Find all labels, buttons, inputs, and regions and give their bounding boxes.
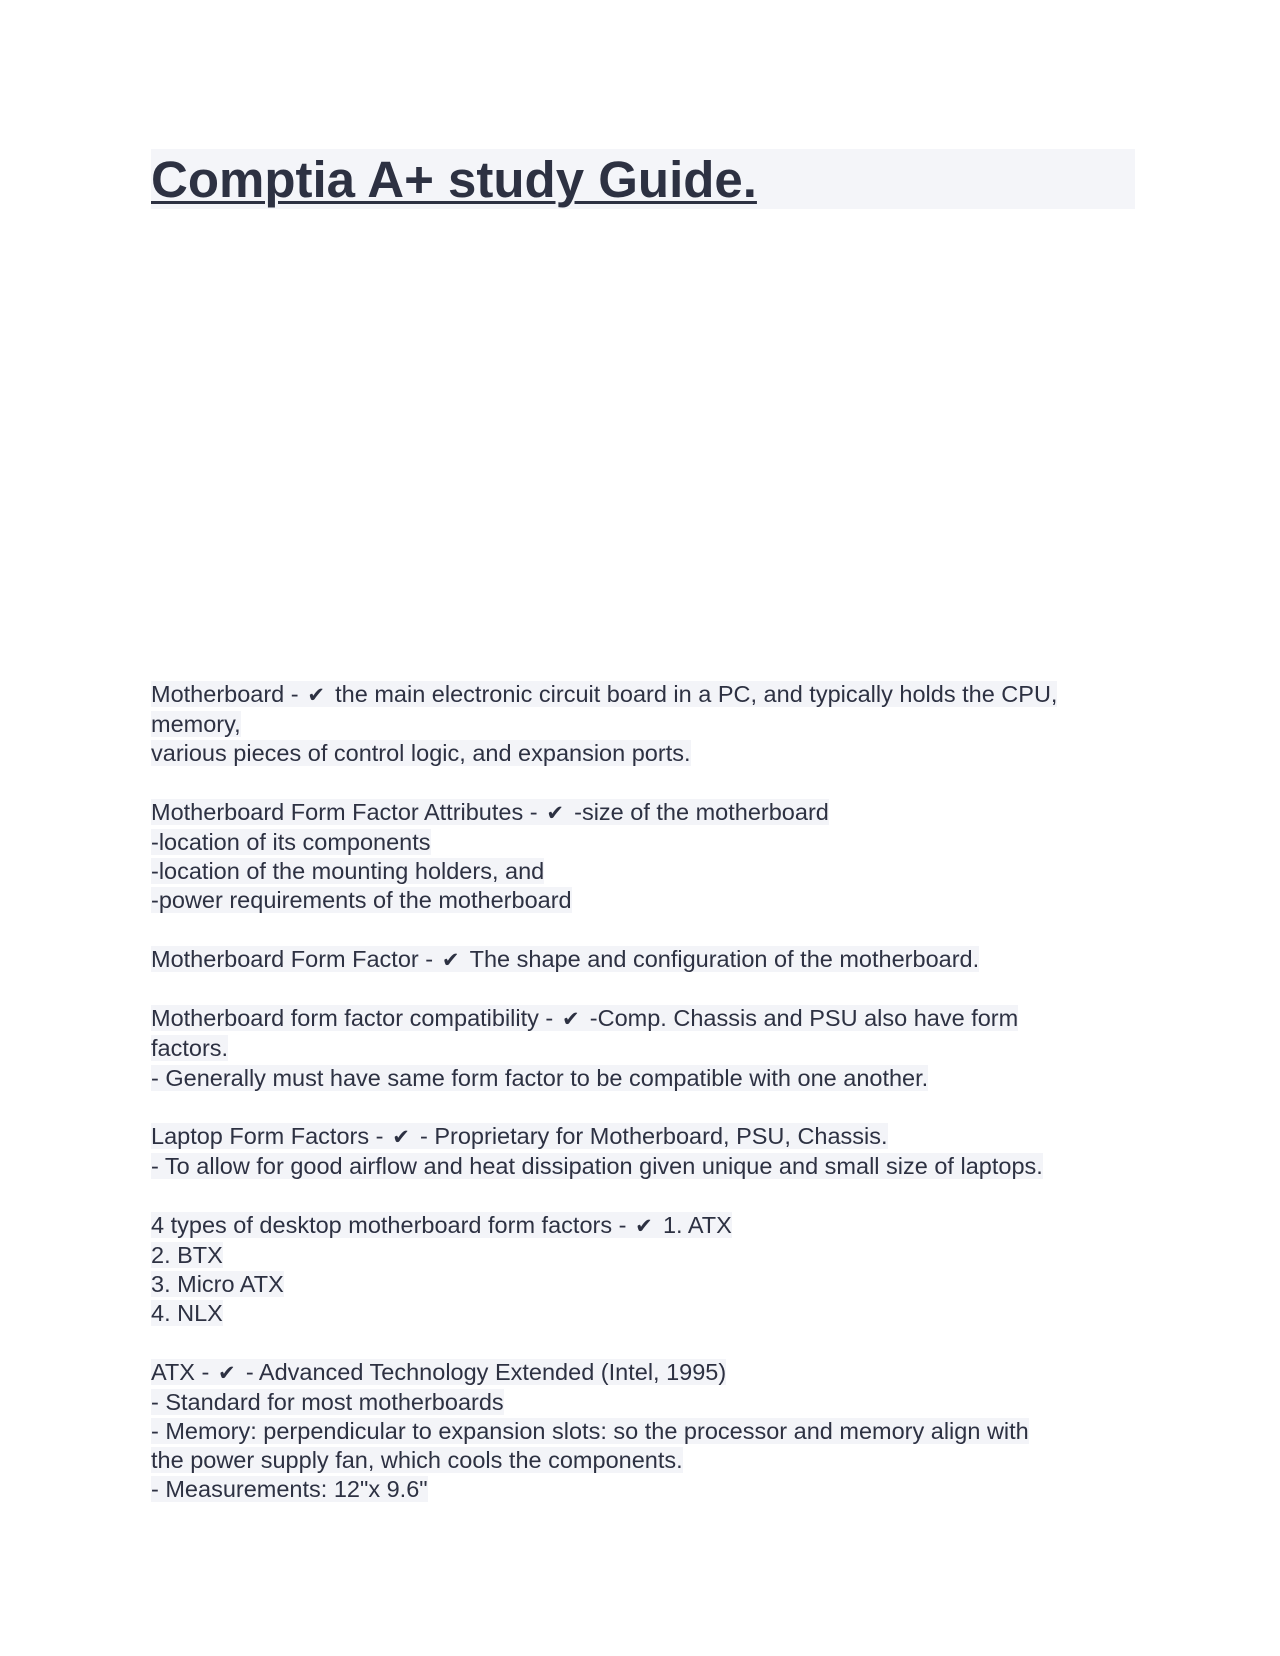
checkmark-icon: ✔ <box>218 1360 236 1385</box>
entry-definition-line: -location of the mounting holders, and <box>151 858 545 885</box>
checkmark-icon: ✔ <box>441 947 460 972</box>
checkmark-icon: ✔ <box>546 800 564 825</box>
flashcard-list <box>151 680 1141 1505</box>
entry-definition-line: the power supply fan, which cools the components. <box>151 1447 683 1474</box>
entry-definition-line: 3. Micro ATX <box>151 1270 284 1297</box>
entry-term: Laptop Form Factors - <box>151 1122 384 1149</box>
entry-definition-line: memory, <box>151 711 241 738</box>
entry-definition-line: - Advanced Technology Extended (Intel, 1995) <box>245 1358 727 1385</box>
entry-definition-line: - Measurements: 12"x 9.6" <box>151 1476 428 1503</box>
entry-definition-line: various pieces of control logic, and expansion ports. <box>151 740 691 767</box>
flashcard-entry <box>151 1211 1141 1329</box>
entry-definition-line: -Comp. Chassis and PSU also have form <box>589 1005 1019 1032</box>
entry-term: 4 types of desktop motherboard form factors - <box>151 1211 627 1238</box>
entry-definition-line: -location of its components <box>151 829 431 855</box>
entry-definition-line: 1. ATX <box>662 1211 732 1238</box>
entry-definition-line: the main electronic circuit board in a PC, and typically holds the CPU, <box>335 681 1058 707</box>
entry-definition-line: The shape and configuration of the motherboard. <box>469 945 980 972</box>
flashcard-entry <box>151 1358 1141 1505</box>
checkmark-icon: ✔ <box>635 1213 653 1238</box>
entry-definition-line: - Memory: perpendicular to expansion slots: so the processor and memory align with <box>151 1417 1029 1444</box>
entry-definition-line: - To allow for good airflow and heat dissipation given unique and small size of laptops. <box>151 1153 1043 1180</box>
entry-definition-line: - Standard for most motherboards <box>151 1388 504 1415</box>
checkmark-icon: ✔ <box>307 683 325 707</box>
entry-term: ATX - <box>151 1358 210 1385</box>
entry-definition-line: - Proprietary for Motherboard, PSU, Chassis. <box>420 1122 888 1149</box>
entry-term: Motherboard form factor compatibility - <box>151 1005 554 1032</box>
checkmark-icon: ✔ <box>561 1007 580 1032</box>
entry-term: Motherboard - <box>151 681 299 707</box>
flashcard-entry <box>151 945 1141 975</box>
flashcard-entry <box>151 680 1141 769</box>
flashcard-entry <box>151 1122 1141 1181</box>
entry-definition-line: -power requirements of the motherboard <box>151 887 572 914</box>
flashcard-entry <box>151 798 1141 916</box>
checkmark-icon: ✔ <box>392 1124 410 1149</box>
entry-term: Motherboard Form Factor - <box>151 945 434 972</box>
entry-definition-line: - Generally must have same form factor to be compatible with one another. <box>151 1064 929 1091</box>
page-title: Comptia A+ study Guide. <box>151 151 757 208</box>
entry-definition-line: 2. BTX <box>151 1241 223 1268</box>
entry-term: Motherboard Form Factor Attributes - <box>151 798 538 825</box>
entry-definition-line: 4. NLX <box>151 1300 223 1327</box>
entry-definition-line: factors. <box>151 1035 229 1062</box>
entry-definition-line: -size of the motherboard <box>574 798 829 825</box>
flashcard-entry <box>151 1004 1141 1093</box>
